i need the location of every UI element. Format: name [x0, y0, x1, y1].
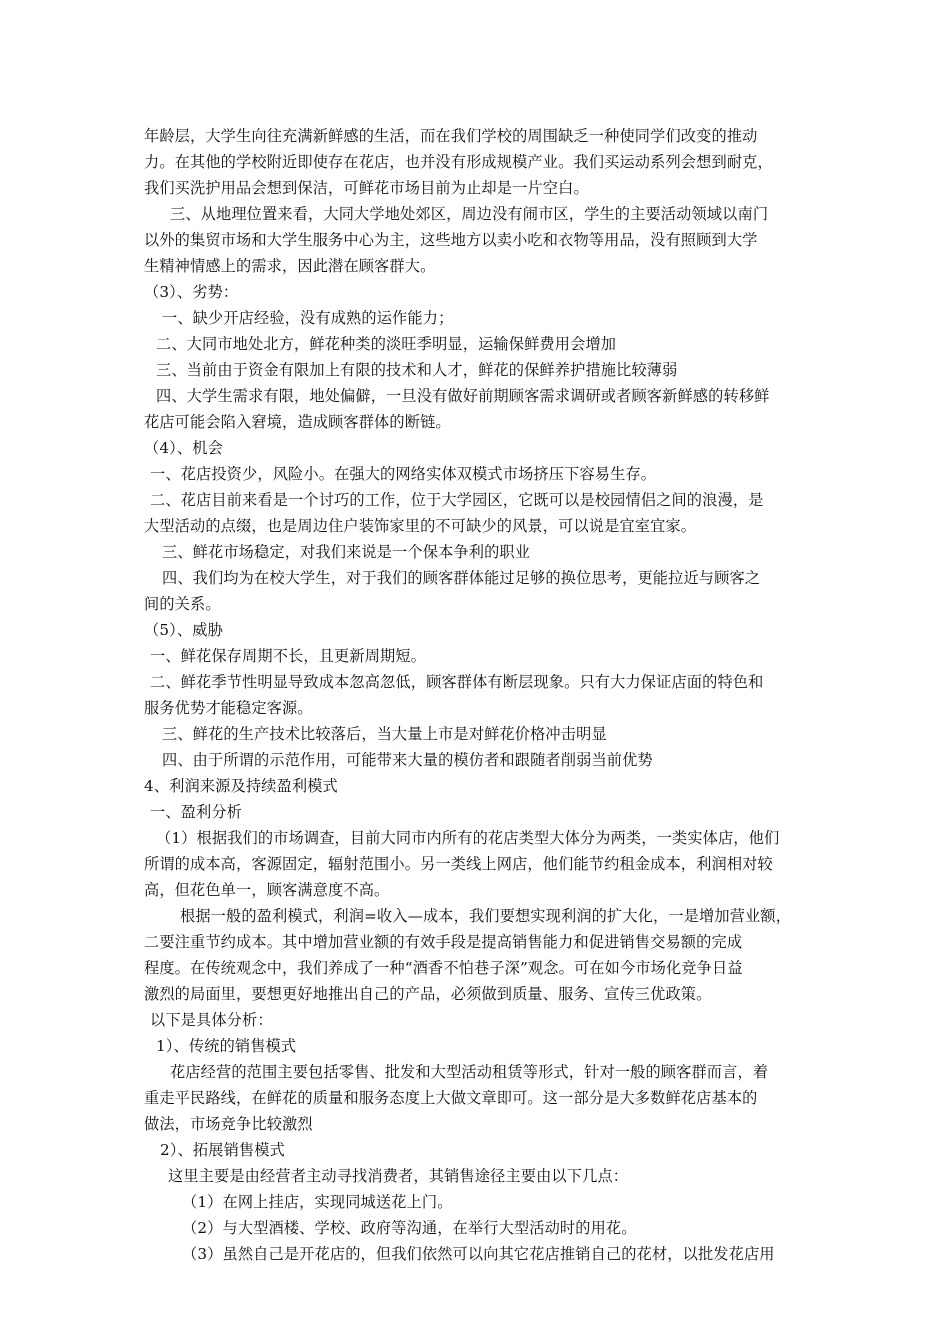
text-line: 二、大同市地处北方，鲜花种类的淡旺季明显，运输保鲜费用会增加 [156, 335, 617, 353]
text-line: 二要注重节约成本。其中增加营业额的有效手段是提高销售能力和促进销售交易额的完成 [144, 933, 743, 951]
text-line: 三、鲜花市场稳定，对我们来说是一个保本争利的职业 [162, 543, 531, 561]
text-line: 力。在其他的学校附近即使存在花店，也并没有形成规模产业。我们买运动系列会想到耐克， [144, 153, 773, 171]
text-line: 重走平民路线，在鲜花的质量和服务态度上大做文章即可。这一部分是大多数鲜花店基本的 [144, 1089, 758, 1107]
list-item: （2）与大型酒楼、学校、政府等沟通，在举行大型活动时的用花。 [182, 1219, 637, 1237]
list-item: （1）在网上挂店，实现同城送花上门。 [182, 1193, 453, 1211]
section-heading: （5）、威胁 [144, 621, 223, 639]
text-line: 花店可能会陷入窘境，造成顾客群体的断链。 [144, 413, 451, 431]
section-heading: （4）、机会 [144, 439, 223, 457]
section-heading: 1）、传统的销售模式 [156, 1037, 297, 1055]
text-line: 所谓的成本高，客源固定，辐射范围小。另一类线上网店，他们能节约租金成本，利润相对较 [144, 855, 773, 873]
text-line: 服务优势才能稳定客源。 [144, 699, 313, 717]
text-line: 四、大学生需求有限，地处偏僻，一旦没有做好前期顾客需求调研或者顾客新鲜感的转移鲜 [156, 387, 770, 405]
text-line: 我们买洗护用品会想到保洁，可鲜花市场目前为止却是一片空白。 [144, 179, 589, 197]
text-line: 做法，市场竞争比较激烈 [144, 1115, 313, 1133]
text-line: 三、鲜花的生产技术比较落后，当大量上市是对鲜花价格冲击明显 [162, 725, 607, 743]
text-line: 高，但花色单一，顾客满意度不高。 [144, 881, 390, 899]
text-line: 一、花店投资少，风险小。在强大的网络实体双模式市场挤压下容易生存。 [150, 465, 657, 483]
text-line: 一、缺少开店经验，没有成熟的运作能力； [162, 309, 454, 327]
text-line: 程度。在传统观念中，我们养成了一种“酒香不怕巷子深”观念。可在如今市场化竞争日益 [144, 959, 743, 977]
section-heading: （3）、劣势： [144, 283, 239, 301]
text-line: 四、我们均为在校大学生，对于我们的顾客群体能过足够的换位思考，更能拉近与顾客之 [162, 569, 761, 587]
text-line: 二、鲜花季节性明显导致成本忽高忽低，顾客群体有断层现象。只有大力保证店面的特色和 [150, 673, 764, 691]
text-line: 三、从地理位置来看，大同大学地处郊区，周边没有闹市区，学生的主要活动领域以南门 [170, 205, 769, 223]
text-line: 花店经营的范围主要包括零售、批发和大型活动租赁等形式，针对一般的顾客群而言，着 [170, 1063, 769, 1081]
text-line: 以下是具体分析： [150, 1011, 273, 1029]
list-item: （3）虽然自己是开花店的，但我们依然可以向其它花店推销自己的花材，以批发花店用 [182, 1245, 775, 1263]
text-line: 大型活动的点缀，也是周边住户装饰家里的不可缺少的风景，可以说是宜室宜家。 [144, 517, 697, 535]
text-line: 四、由于所谓的示范作用，可能带来大量的模仿者和跟随者削弱当前优势 [162, 751, 653, 769]
section-heading: 4、利润来源及持续盈利模式 [144, 777, 338, 795]
text-line: 一、鲜花保存周期不长，且更新周期短。 [150, 647, 427, 665]
section-heading: 2）、拓展销售模式 [160, 1141, 285, 1159]
text-line: 这里主要是由经营者主动寻找消费者，其销售途径主要由以下几点： [168, 1167, 629, 1185]
text-line: 激烈的局面里，要想更好地推出自己的产品，必须做到质量、服务、宣传三优政策。 [144, 985, 712, 1003]
text-line: 二、花店目前来看是一个讨巧的工作，位于大学园区，它既可以是校园情侣之间的浪漫，是 [150, 491, 764, 509]
section-heading: 一、盈利分析 [150, 803, 243, 821]
text-line: 间的关系。 [144, 595, 221, 613]
text-line: （1）根据我们的市场调查，目前大同市内所有的花店类型大体分为两类，一类实体店，他们 [156, 829, 780, 847]
text-line: 以外的集贸市场和大学生服务中心为主，这些地方以卖小吃和衣物等用品，没有照顾到大学 [144, 231, 758, 249]
text-line: 年龄层，大学生向往充满新鲜感的生活，而在我们学校的周围缺乏一种使同学们改变的推动 [144, 127, 758, 145]
text-line: 三、当前由于资金有限加上有限的技术和人才，鲜花的保鲜养护措施比较薄弱 [156, 361, 678, 379]
text-line: 根据一般的盈利模式，利润=收入—成本，我们要想实现利润的扩大化，一是增加营业额， [180, 907, 792, 925]
text-line: 生精神情感上的需求，因此潜在顾客群大。 [144, 257, 436, 275]
